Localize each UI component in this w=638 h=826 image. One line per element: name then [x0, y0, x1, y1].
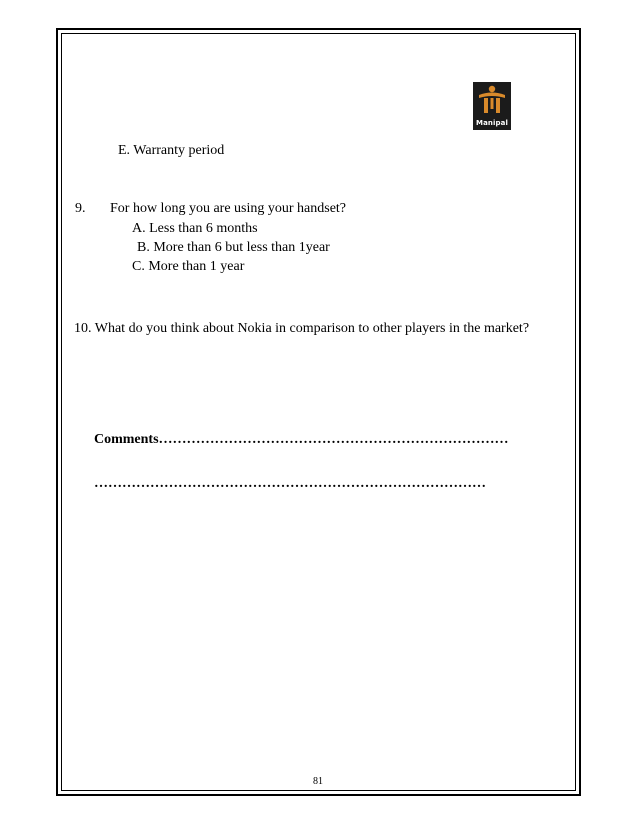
manipal-logo — [473, 82, 511, 130]
option-e-warranty: E. Warranty period — [118, 143, 225, 158]
question-9-number: 9. — [75, 201, 86, 216]
question-9-option-b: B. More than 6 but less than 1year — [137, 240, 330, 255]
question-9-option-c: C. More than 1 year — [132, 259, 245, 274]
question-9-text: For how long you are using your handset? — [110, 201, 347, 216]
question-10-text: 10. What do you think about Nokia in comparison to other players in the market? — [74, 321, 530, 336]
comments-label: Comments………………………………………………………………… — [94, 432, 509, 447]
logo-text: Manipal — [476, 119, 508, 127]
question-9-option-a: A. Less than 6 months — [132, 221, 258, 236]
manipal-emblem-icon — [473, 82, 511, 118]
page-number: 81 — [313, 776, 323, 787]
comments-line: ………………………………………………………………………… — [94, 476, 486, 491]
